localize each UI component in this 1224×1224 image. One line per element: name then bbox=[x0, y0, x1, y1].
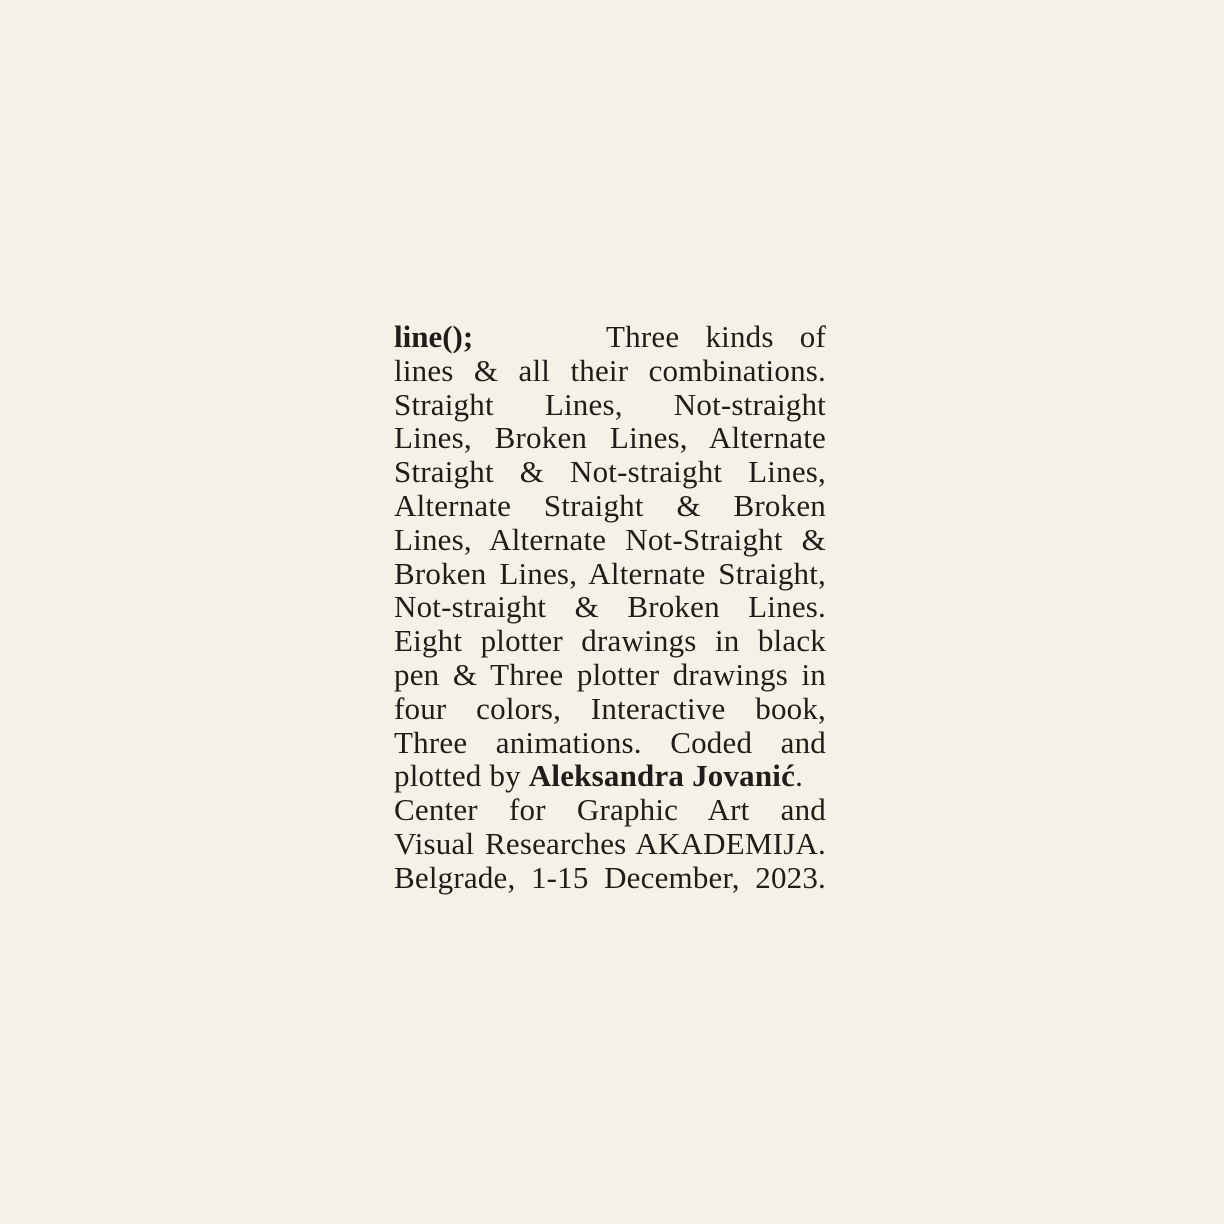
description-line-7: Lines, Alternate Not-Straight & bbox=[394, 521, 826, 557]
description-line-3: Straight Lines, Not-straight bbox=[394, 386, 826, 422]
credit-line bbox=[394, 759, 826, 793]
description-line-5: Straight & Not-straight Lines, bbox=[394, 454, 826, 490]
description-line-11: pen & Three plotter drawings in bbox=[394, 656, 826, 692]
description-line-9: Not-straight & Broken Lines. bbox=[394, 589, 826, 625]
description-line-10: Eight plotter drawings in black bbox=[394, 623, 826, 659]
description-line-13: Three animations. Coded and bbox=[394, 724, 826, 760]
description-line-6: Alternate Straight & Broken bbox=[394, 487, 826, 523]
credit-prefix: plotted by bbox=[394, 758, 529, 794]
description-line-12: four colors, Interactive book, bbox=[394, 690, 826, 726]
venue-line-1: Center for Graphic Art and bbox=[394, 792, 826, 828]
exhibition-description bbox=[394, 320, 826, 895]
description-opening: Three kinds of bbox=[606, 319, 826, 354]
credit-period: . bbox=[795, 758, 804, 794]
artist-name: Aleksandra Jovanić bbox=[528, 758, 796, 794]
venue-line-2: Visual Researches AKADEMIJA. bbox=[394, 825, 826, 861]
description-line-8: Broken Lines, Alternate Straight, bbox=[394, 555, 826, 591]
description-line-2: lines & all their combinations. bbox=[394, 352, 826, 388]
description-line-4: Lines, Broken Lines, Alternate bbox=[394, 420, 826, 456]
date-line: Belgrade, 1-15 December, 2023. bbox=[394, 859, 826, 895]
title-line bbox=[394, 320, 826, 354]
exhibition-title: line(); bbox=[394, 319, 474, 354]
